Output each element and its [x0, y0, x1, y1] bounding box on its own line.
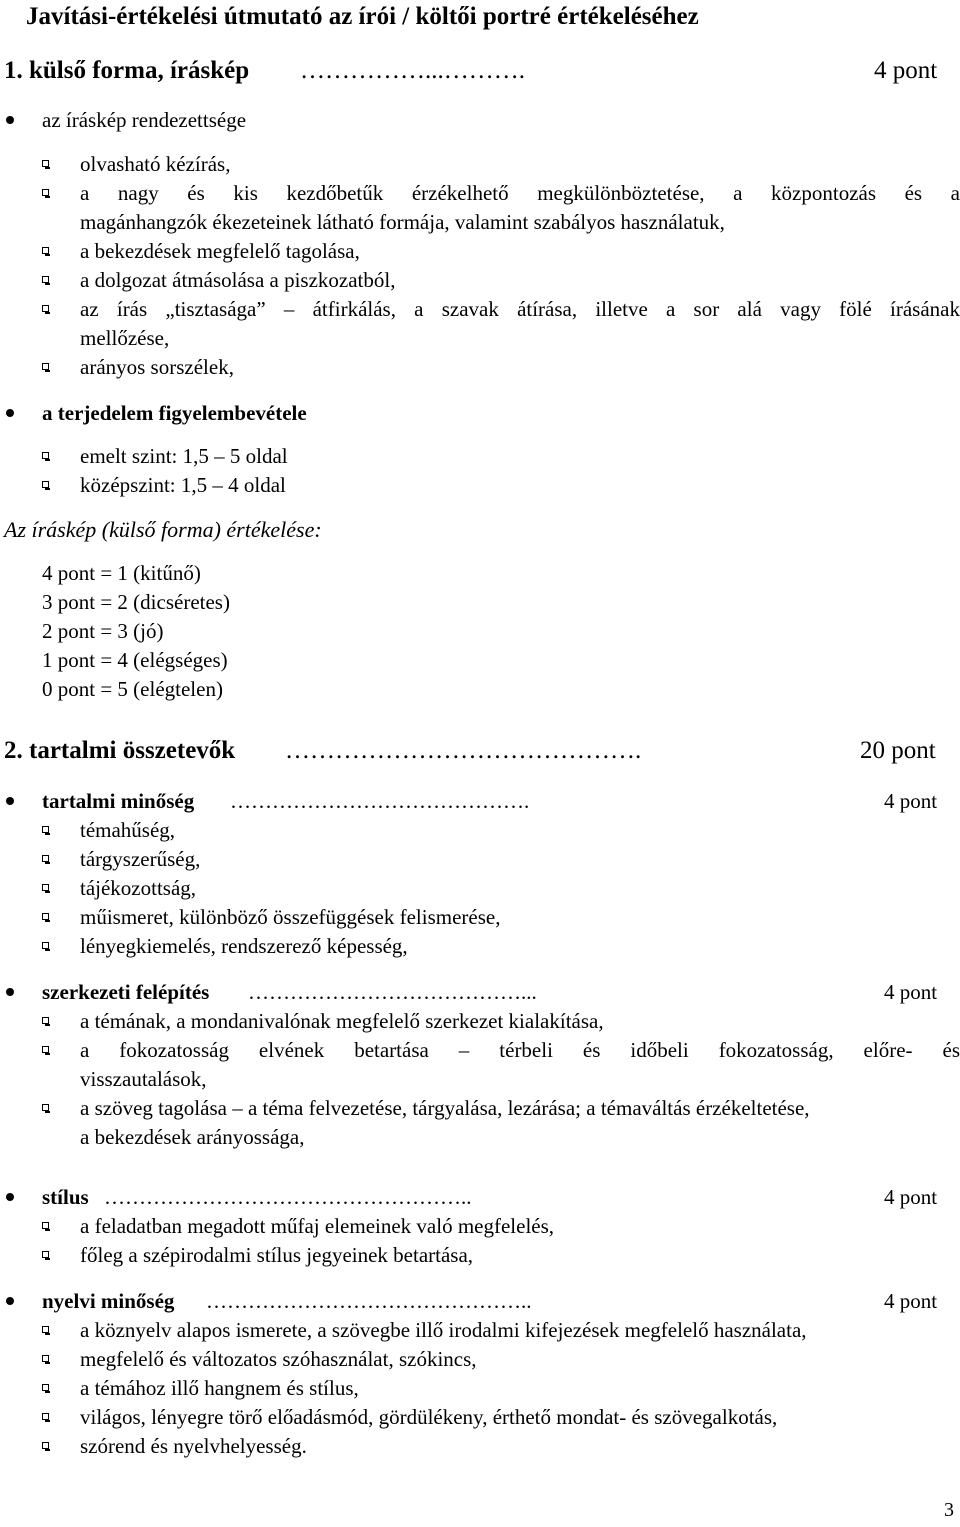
section-1-points: 4 pont	[874, 57, 938, 84]
grade-line: 0 pont = 5 (elégtelen)	[42, 677, 223, 701]
checkbox-icon	[42, 276, 49, 283]
list-item-continuation: a bekezdések arányossága,	[80, 1125, 305, 1149]
checkbox-icon	[42, 1442, 49, 1449]
list-item: tájékozottság,	[80, 876, 197, 900]
list-item: középszint: 1,5 – 4 oldal	[80, 473, 286, 497]
bullet-dot	[6, 409, 14, 417]
section-1-leader: ……………...……….	[300, 58, 525, 83]
list-item: műismeret, különböző összefüggések felismerése,	[80, 905, 501, 929]
list-item: a témához illő hangnem és stílus,	[80, 1376, 359, 1400]
checkbox-icon	[42, 826, 49, 833]
group-leader: ……………………………………………..	[104, 1187, 472, 1208]
list-item: szórend és nyelvhelyesség.	[80, 1434, 307, 1458]
checkbox-icon	[42, 1017, 49, 1024]
list-item: a bekezdések megfelelő tagolása,	[80, 239, 360, 263]
group-points: 4 pont	[884, 1185, 938, 1209]
group-label: tartalmi minőség	[42, 789, 195, 813]
grade-line: 4 pont = 1 (kitűnő)	[42, 561, 201, 585]
list-item-continuation: mellőzése,	[80, 326, 170, 350]
list-item: az írás „tisztasága” – átfirkálás, a szavak átírása, illetve a sor alá vagy fölé írásának	[80, 297, 960, 321]
group-label: szerkezeti felépítés	[42, 980, 210, 1004]
group-leader: …………………………………….	[230, 791, 530, 812]
list-item: emelt szint: 1,5 – 5 oldal	[80, 444, 288, 468]
list-item: arányos sorszélek,	[80, 355, 234, 379]
checkbox-icon	[42, 913, 49, 920]
bullet-dot	[6, 1297, 14, 1305]
bullet-dot	[6, 988, 14, 996]
checkbox-icon	[42, 1355, 49, 1362]
checkbox-icon	[42, 1222, 49, 1229]
group-label: stílus	[42, 1185, 89, 1209]
group-points: 4 pont	[884, 1289, 938, 1313]
checkbox-icon	[42, 855, 49, 862]
bullet-heading-length: a terjedelem figyelembevétele	[42, 401, 307, 425]
list-item: főleg a szépirodalmi stílus jegyeinek betartása,	[80, 1243, 474, 1267]
page-number: 3	[944, 1499, 954, 1521]
list-item-continuation: visszautalások,	[80, 1067, 207, 1091]
list-item: a szöveg tagolása – a téma felvezetése, tárgyalása, lezárása; a témaváltás érzékeltetése,	[80, 1096, 810, 1120]
list-item: a fokozatosság elvének betartása – térbeli és időbeli fokozatosság, előre- és	[80, 1038, 960, 1062]
section-2-heading: 2. tartalmi összetevők	[4, 737, 236, 764]
bullet-dot	[6, 1193, 14, 1201]
list-item: tárgyszerűség,	[80, 847, 201, 871]
checkbox-icon	[42, 884, 49, 891]
group-leader: …………………………………...	[248, 982, 537, 1003]
checkbox-icon	[42, 1326, 49, 1333]
list-item-continuation: magánhangzók ékezeteinek látható formája, valamint szabályos használatuk,	[80, 210, 725, 234]
evaluation-heading: Az íráskép (külső forma) értékelése:	[4, 517, 322, 542]
checkbox-icon	[42, 189, 49, 196]
list-item: a dolgozat átmásolása a piszkozatból,	[80, 268, 396, 292]
bullet-heading-layout: az íráskép rendezettsége	[42, 108, 247, 132]
section-2-leader: …………………………………….	[285, 738, 642, 763]
group-points: 4 pont	[884, 789, 938, 813]
checkbox-icon	[42, 452, 49, 459]
checkbox-icon	[42, 1046, 49, 1053]
list-item: a köznyelv alapos ismerete, a szövegbe illő irodalmi kifejezések megfelelő használata,	[80, 1318, 807, 1342]
checkbox-icon	[42, 1251, 49, 1258]
bullet-dot	[6, 797, 14, 805]
checkbox-icon	[42, 247, 49, 254]
grade-line: 1 pont = 4 (elégséges)	[42, 648, 228, 672]
checkbox-icon	[42, 942, 49, 949]
checkbox-icon	[42, 305, 49, 312]
group-label: nyelvi minőség	[42, 1289, 175, 1313]
group-points: 4 pont	[884, 980, 938, 1004]
list-item: a témának, a mondanivalónak megfelelő szerkezet kialakítása,	[80, 1009, 604, 1033]
page-title: Javítási-értékelési útmutató az írói / költői portré értékeléséhez	[26, 3, 699, 30]
list-item: megfelelő és változatos szóhasználat, szókincs,	[80, 1347, 477, 1371]
list-item: olvasható kézírás,	[80, 152, 231, 176]
list-item: témahűség,	[80, 818, 176, 842]
bullet-dot	[6, 116, 14, 124]
checkbox-icon	[42, 363, 49, 370]
checkbox-icon	[42, 1413, 49, 1420]
checkbox-icon	[42, 1104, 49, 1111]
checkbox-icon	[42, 160, 49, 167]
section-1-heading: 1. külső forma, íráskép	[4, 57, 250, 84]
list-item: lényegkiemelés, rendszerező képesség,	[80, 934, 408, 958]
grade-line: 3 pont = 2 (dicséretes)	[42, 590, 230, 614]
checkbox-icon	[42, 481, 49, 488]
grade-line: 2 pont = 3 (jó)	[42, 619, 164, 643]
group-leader: ………………………………………..	[206, 1291, 532, 1312]
checkbox-icon	[42, 1384, 49, 1391]
section-2-points: 20 pont	[860, 737, 936, 764]
list-item: a nagy és kis kezdőbetűk érzékelhető megkülönböztetése, a központozás és a	[80, 181, 960, 205]
list-item: világos, lényegre törő előadásmód, gördülékeny, érthető mondat- és szövegalkotás,	[80, 1405, 778, 1429]
list-item: a feladatban megadott műfaj elemeinek való megfelelés,	[80, 1214, 555, 1238]
